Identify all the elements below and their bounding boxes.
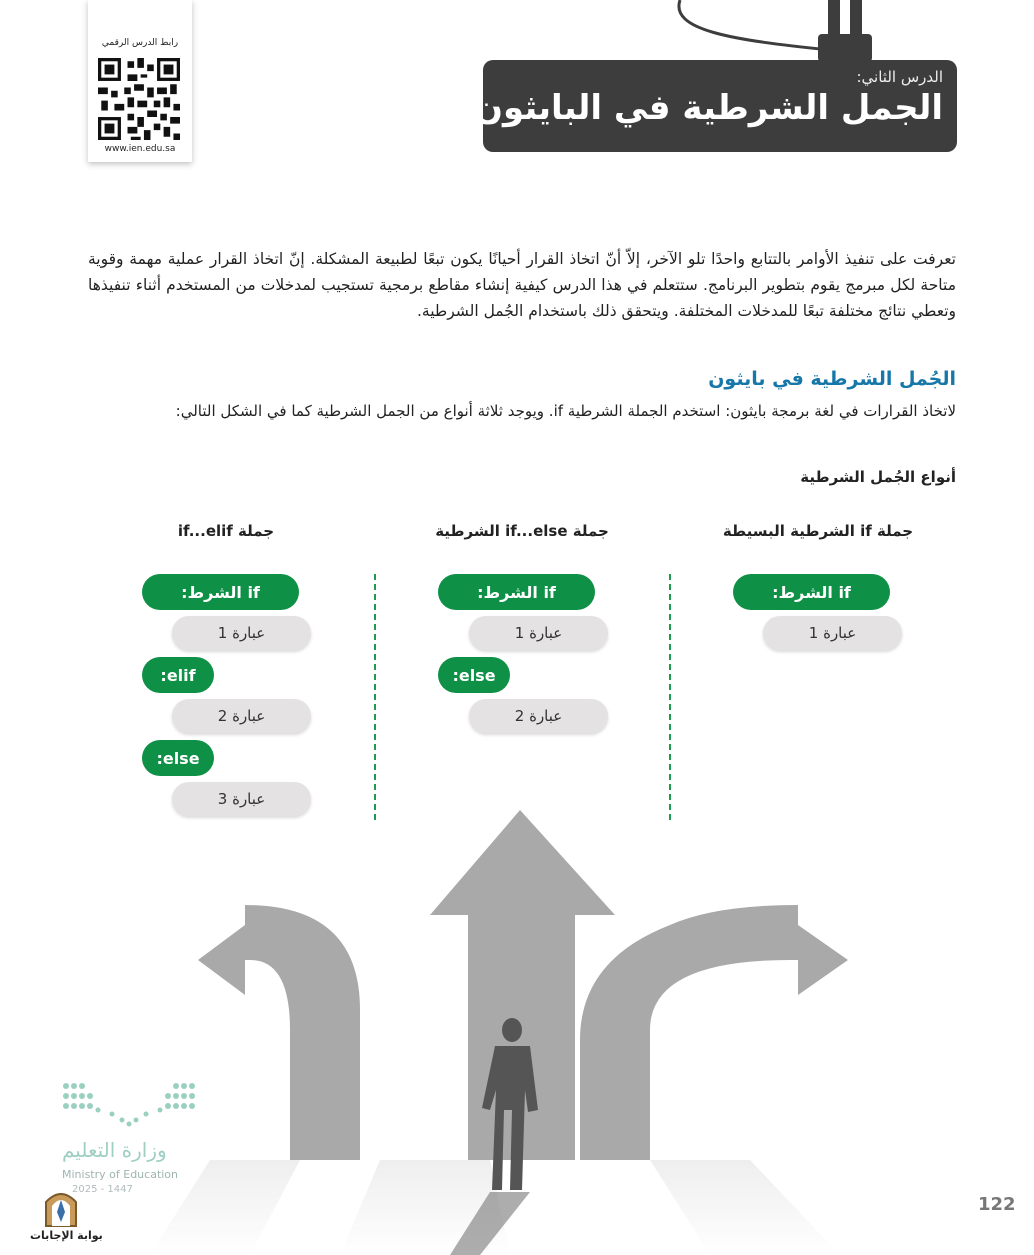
qr-label: رابط الدرس الرقمي [101, 38, 179, 48]
ministry-years: 2025 - 1447 [72, 1184, 133, 1195]
else-pill: else: [142, 740, 214, 776]
lesson-banner [474, 60, 957, 152]
if-condition-pill: if الشرط: [142, 574, 299, 610]
column-divider [669, 574, 671, 820]
ministry-name-english: Ministry of Education [62, 1168, 179, 1181]
statement-pill: عبارة 1 [172, 616, 311, 650]
section-title: الجُمل الشرطية في بايثون [708, 368, 956, 390]
lesson-title: الجمل الشرطية في البايثون [474, 88, 943, 128]
page-number: 122 [978, 1194, 1016, 1215]
ministry-logo-icon [62, 1080, 196, 1128]
section-text: لاتخاذ القرارات في لغة برمجة بايثون: استخدم الجملة الشرطية if. ويوجد ثلاثة أنواع من الجمل الشرطية كما في الشكل التالي: [175, 402, 956, 420]
cable-illustration [640, 0, 880, 62]
crossroads-arrows-illustration [150, 810, 870, 1255]
column-divider [374, 574, 376, 820]
statement-pill: عبارة 2 [469, 699, 608, 733]
lesson-subtitle: الدرس الثاني: [856, 68, 943, 86]
qr-url[interactable]: www.ien.edu.sa [104, 144, 176, 154]
statement-pill: عبارة 3 [172, 782, 311, 816]
statement-pill: عبارة 1 [763, 616, 902, 650]
elif-pill: elif: [142, 657, 214, 693]
portal-logo-icon [42, 1186, 80, 1228]
column-heading-if-else: جملة if...else الشرطية [435, 522, 609, 540]
else-pill: else: [438, 657, 510, 693]
intro-paragraph: تعرفت على تنفيذ الأوامر بالتتابع واحدًا تلو الآخر، إلاّ أنّ اتخاذ القرار أحيانًا يكون تبعًا لطبيعة المشكلة. إنّ اتخاذ القرار عملية مهمة وقوية متاحة لكل مبرمج يقوم بتطوير البرنامج. ستتعلم في هذا الدرس كيفية إنشاء مقاطع برمجية تستجيب لمدخلات من المستخدم أثناء تنفيذها وتعطي نتائج مختلفة تبعًا للمدخلات المختلفة. ويتحقق ذلك باستخدام الجُمل الشرطية. [88, 250, 956, 320]
qr-code-icon[interactable] [98, 58, 180, 140]
if-condition-pill: if الشرط: [438, 574, 595, 610]
portal-name: بوابة الإجابات [30, 1229, 103, 1242]
figure-title: أنواع الجُمل الشرطية [800, 468, 956, 486]
qr-card[interactable] [88, 0, 192, 162]
if-condition-pill: if الشرط: [733, 574, 890, 610]
column-heading-simple-if: جملة if الشرطية البسيطة [722, 522, 914, 540]
statement-pill: عبارة 1 [469, 616, 608, 650]
statement-pill: عبارة 2 [172, 699, 311, 733]
column-heading-if-elif: جملة if...elif [177, 522, 275, 540]
ministry-name-arabic: وزارة التعليم [62, 1138, 167, 1162]
